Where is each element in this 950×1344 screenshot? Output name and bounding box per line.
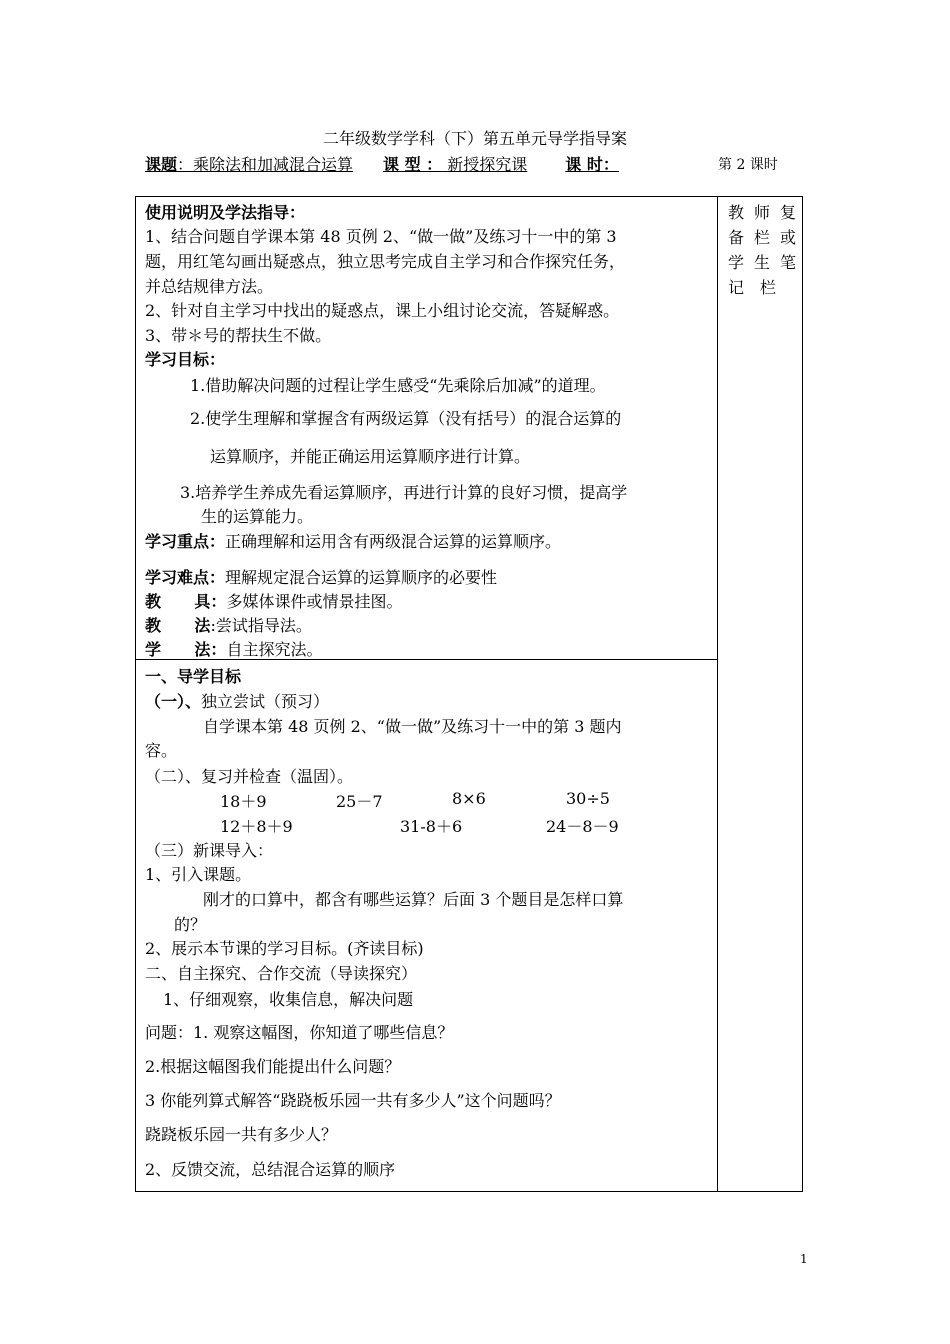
page-number: 1 — [800, 1252, 808, 1266]
tools-value: 多媒体课件或情景挂图。 — [226, 592, 403, 611]
section1-sub3: （三）新课导入： — [145, 841, 274, 860]
section1-sub1-label: （一）、 — [145, 692, 202, 711]
usage-heading: 使用说明及学法指导： — [145, 203, 306, 222]
exercise: 12＋8＋9 — [220, 817, 293, 836]
intro-line: 的？ — [174, 915, 207, 934]
key-point-value: 正确理解和运用含有两级混合运算的运算顺序。 — [225, 532, 562, 551]
notes-line: 学 生 笔 — [728, 253, 796, 272]
teach-method — [145, 613, 312, 636]
usage-line: 1、结合问题自学课本第 48 页例 2、“做一做”及练习十一中的第 3 — [145, 227, 617, 246]
exercise: 31-8＋6 — [400, 817, 463, 836]
section1-sub1-line: 容。 — [145, 741, 178, 760]
exercise: 18＋9 — [220, 792, 267, 811]
goal-line: 生的运算能力。 — [201, 507, 314, 526]
hours-value: 第 2 课时 — [718, 157, 778, 173]
type-label: 课 型 ： — [383, 155, 443, 174]
topic-label: 课题 — [145, 155, 178, 174]
intro-step2: 2、展示本节课的学习目标。(齐读目标) — [145, 939, 424, 958]
key-point — [145, 529, 561, 552]
difficulty — [145, 565, 497, 588]
notes-line: 备 栏 或 — [728, 228, 796, 247]
usage-line: 2、针对自主学习中找出的疑惑点，课上小组讨论交流，答疑解惑。 — [145, 301, 620, 320]
question-1: 问题：1. 观察这幅图，你知道了哪些信息？ — [145, 1023, 454, 1042]
goal-line: 3.培养学生养成先看运算顺序，再进行计算的良好习惯，提高学 — [180, 483, 628, 502]
section1-sub1-value: 独立尝试（预习） — [201, 692, 330, 711]
tools — [145, 589, 402, 612]
intro-step1: 1、引入课题。 — [145, 865, 252, 884]
tools-label: 教 具： — [145, 592, 227, 611]
section2-step1: 1、仔细观察，收集信息，解决问题 — [163, 990, 414, 1009]
learn-method-value: 自主探究法。 — [226, 640, 323, 659]
notes-column — [728, 200, 796, 300]
key-point-label: 学习重点： — [145, 532, 226, 551]
section2-heading: 二、自主探究、合作交流（导读探究） — [145, 964, 418, 983]
section1-heading: 一、导学目标 — [145, 667, 242, 686]
intro-line: 刚才的口算中，都含有哪些运算？后面 3 个题目是怎样口算 — [203, 890, 624, 909]
notes-line: 记 栏 — [728, 278, 776, 297]
exercise: 24－8－9 — [546, 817, 619, 836]
exercise: 25－7 — [336, 792, 383, 811]
difficulty-label: 学习难点： — [145, 568, 226, 587]
teach-method-label: 教 法 — [145, 616, 211, 635]
table-column-divider — [717, 196, 718, 1192]
hours-label: 课 时： — [565, 155, 619, 174]
topic-value: ：乘除法和加减混合运算 — [177, 155, 354, 174]
teach-method-value: :尝试指导法。 — [210, 616, 312, 635]
usage-line: 题，用红笔勾画出疑惑点，独立思考完成自主学习和合作探究任务， — [145, 252, 626, 271]
question-4: 跷跷板乐园一共有多少人？ — [145, 1125, 338, 1144]
section1-sub2: （二）、复习并检查（温固）。 — [145, 767, 354, 786]
question-3: 3 你能列算式解答“跷跷板乐园一共有多少人”这个问题吗？ — [145, 1091, 561, 1110]
usage-line: 3、带＊号的帮扶生不做。 — [145, 326, 332, 345]
question-2: 2.根据这幅图我们能提出什么问题？ — [145, 1057, 401, 1076]
section1-sub1-line: 自学课本第 48 页例 2、“做一做”及练习十一中的第 3 题内 — [203, 717, 622, 736]
goals-heading: 学习目标： — [145, 350, 226, 369]
goal-line: 2.使学生理解和掌握含有两级运算（没有括号）的混合运算的 — [190, 409, 622, 428]
learn-method — [145, 637, 322, 660]
exercise: 30÷5 — [566, 789, 610, 808]
exercise: 8×6 — [452, 789, 486, 808]
usage-line: 并总结规律方法。 — [145, 277, 274, 296]
section2-step2: 2、反馈交流，总结混合运算的顺序 — [145, 1160, 396, 1179]
learn-method-label: 学 法： — [145, 640, 227, 659]
goal-line: 运算顺序，并能正确运用运算顺序进行计算。 — [210, 447, 531, 466]
notes-line: 教 师 复 — [728, 203, 796, 222]
type-value: 新授探究课 — [447, 155, 528, 174]
lesson-header — [145, 152, 619, 175]
goal-line: 1.借助解决问题的过程让学生感受“先乘除后加减”的道理。 — [190, 376, 606, 395]
difficulty-value: 理解规定混合运算的运算顺序的必要性 — [225, 568, 498, 587]
section1-sub1 — [145, 689, 329, 712]
document-title: 二年级数学学科（下）第五单元导学指导案 — [322, 129, 627, 148]
